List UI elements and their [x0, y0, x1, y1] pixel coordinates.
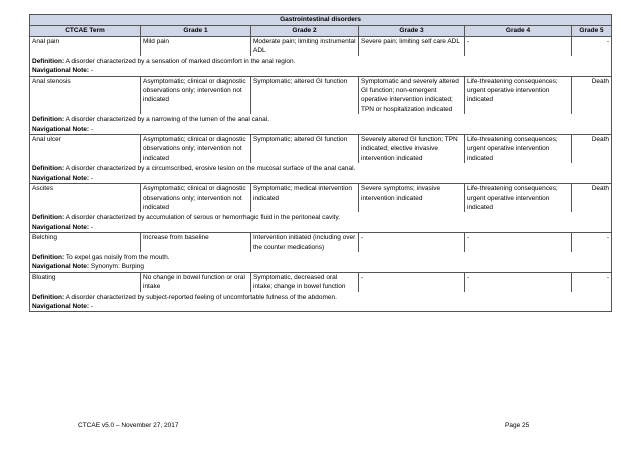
column-header-term: CTCAE Term [30, 26, 141, 37]
grade2-cell: Moderate pain; limiting instrumental ADL [251, 37, 359, 56]
grade5-cell: Death [572, 184, 612, 213]
definition-cell [30, 163, 612, 173]
term-cell: Anal pain [30, 37, 141, 56]
definition-row [30, 212, 612, 222]
definition-row [30, 252, 612, 262]
nav-note-row [30, 262, 612, 272]
grade3-cell: Severe symptoms; invasive intervention indicated [359, 184, 465, 213]
nav-note-cell [30, 125, 612, 135]
term-cell: Ascites [30, 184, 141, 213]
table-title: Gastrointestinal disorders [30, 15, 612, 26]
nav-note-label: Navigational Note: [32, 174, 90, 182]
definition-row [30, 163, 612, 173]
column-header-grade4: Grade 4 [465, 26, 572, 37]
definition-label: Definition: [32, 165, 65, 173]
definition-cell [30, 56, 612, 66]
grade1-cell: Asymptomatic; clinical or diagnostic observations only; intervention not indicated [141, 135, 251, 164]
nav-note-text: - [90, 223, 94, 231]
nav-note-row [30, 302, 612, 312]
term-cell: Belching [30, 233, 141, 252]
grade3-cell: Symptomatic and severely altered GI function; non-emergent operative intervention indicated; TPN or hospitalization indicated [359, 76, 465, 114]
definition-label: Definition: [32, 57, 65, 65]
nav-note-row [30, 223, 612, 233]
table-title-row [30, 15, 612, 26]
nav-note-cell [30, 262, 612, 272]
grade5-cell: - [572, 37, 612, 56]
grade4-cell: Life-threatening consequences; urgent operative intervention indicated [465, 135, 572, 164]
nav-note-row [30, 66, 612, 76]
footer-version: CTCAE v5.0 – November 27, 2017 [78, 422, 179, 429]
term-cell: Bloating [30, 272, 141, 291]
definition-text: A disorder characterized by accumulation of serous or hemorrhagic fluid in the peritoneal cavity. [65, 214, 341, 222]
grade5-cell: Death [572, 135, 612, 164]
table-row [30, 272, 612, 291]
nav-note-row [30, 125, 612, 135]
column-header-grade3: Grade 3 [359, 26, 465, 37]
nav-note-cell [30, 223, 612, 233]
table-row [30, 135, 612, 164]
definition-label: Definition: [32, 214, 65, 222]
grade4-cell: - [465, 37, 572, 56]
definition-cell [30, 292, 612, 302]
grade3-cell: - [359, 233, 465, 252]
nav-note-text: - [90, 67, 94, 75]
definition-text: A disorder characterized by a circumscribed, erosive lesion on the mucosal surface of the anal canal. [65, 165, 356, 173]
grade3-cell: Severely altered GI function; TPN indicated; elective invasive intervention indicated [359, 135, 465, 164]
nav-note-label: Navigational Note: [32, 263, 90, 271]
grade5-cell: - [572, 233, 612, 252]
grade4-cell: - [465, 233, 572, 252]
table-row [30, 76, 612, 114]
grade5-cell: Death [572, 76, 612, 114]
grade4-cell: - [465, 272, 572, 291]
grade4-cell: Life-threatening consequences; urgent operative intervention indicated [465, 184, 572, 213]
column-header-grade5: Grade 5 [572, 26, 612, 37]
grade3-cell: Severe pain; limiting self care ADL [359, 37, 465, 56]
grade2-cell: Intervention initiated (including over the counter medications) [251, 233, 359, 252]
nav-note-label: Navigational Note: [32, 223, 90, 231]
table-row [30, 233, 612, 252]
definition-label: Definition: [32, 253, 65, 261]
table-row [30, 37, 612, 56]
grade5-cell: - [572, 272, 612, 291]
definition-row [30, 114, 612, 124]
definition-row [30, 292, 612, 302]
footer-page-number: Page 25 [505, 422, 530, 429]
nav-note-cell [30, 302, 612, 312]
grade3-cell: - [359, 272, 465, 291]
column-header-grade2: Grade 2 [251, 26, 359, 37]
grade1-cell: No change in bowel function or oral intake [141, 272, 251, 291]
column-header-grade1: Grade 1 [141, 26, 251, 37]
nav-note-label: Navigational Note: [32, 302, 90, 310]
nav-note-label: Navigational Note: [32, 67, 90, 75]
nav-note-label: Navigational Note: [32, 125, 90, 133]
definition-row [30, 56, 612, 66]
grade1-cell: Asymptomatic; clinical or diagnostic observations only; intervention not indicated [141, 184, 251, 213]
term-cell: Anal stenosis [30, 76, 141, 114]
definition-cell [30, 212, 612, 222]
definition-text: A disorder characterized by subject-reported feeling of uncomfortable fullness of the abdomen. [65, 293, 337, 301]
definition-text: To expel gas noisily from the mouth. [65, 253, 170, 261]
ctcae-table [29, 14, 612, 312]
nav-note-text: - [90, 174, 94, 182]
nav-note-text: - [90, 125, 94, 133]
grade2-cell: Symptomatic, decreased oral intake; change in bowel function [251, 272, 359, 291]
nav-note-cell [30, 174, 612, 184]
definition-cell [30, 114, 612, 124]
column-header-row [30, 26, 612, 37]
nav-note-text: Synonym: Burping [90, 263, 144, 271]
table-row [30, 184, 612, 213]
nav-note-row [30, 174, 612, 184]
grade1-cell: Asymptomatic; clinical or diagnostic observations only; intervention not indicated [141, 76, 251, 114]
grade2-cell: Symptomatic; altered GI function [251, 76, 359, 114]
grade4-cell: Life-threatening consequences; urgent operative intervention indicated [465, 76, 572, 114]
grade2-cell: Symptomatic; altered GI function [251, 135, 359, 164]
grade2-cell: Symptomatic; medical intervention indicated [251, 184, 359, 213]
grade1-cell: Increase from baseline [141, 233, 251, 252]
grade1-cell: Mild pain [141, 37, 251, 56]
definition-cell [30, 252, 612, 262]
nav-note-text: - [90, 302, 94, 310]
term-cell: Anal ulcer [30, 135, 141, 164]
definition-text: A disorder characterized by a sensation of marked discomfort in the anal region. [65, 57, 296, 65]
definition-text: A disorder characterized by a narrowing of the lumen of the anal canal. [65, 116, 270, 124]
definition-label: Definition: [32, 116, 65, 124]
nav-note-cell [30, 66, 612, 76]
definition-label: Definition: [32, 293, 65, 301]
